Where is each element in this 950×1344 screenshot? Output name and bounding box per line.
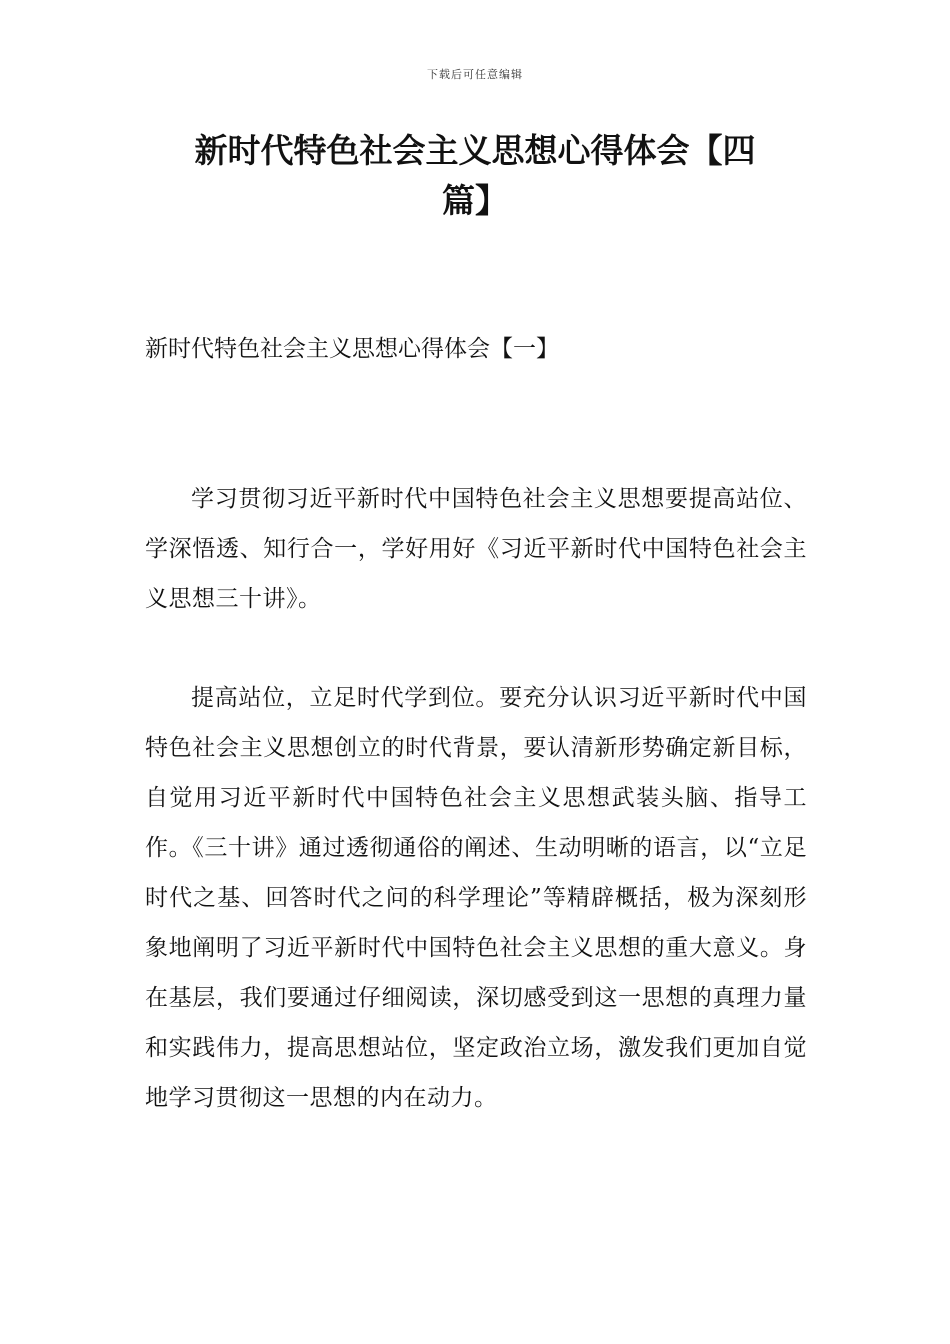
section-heading: 新时代特色社会主义思想心得体会【一】 xyxy=(145,336,559,362)
document-title: 新时代特色社会主义思想心得体会【四篇】 xyxy=(194,131,756,220)
paragraph-1: 学习贯彻习近平新时代中国特色社会主义思想要提高站位、学深悟透、知行合一，学好用好《习近平新时代中国特色社会主义思想三十讲》。 xyxy=(145,486,807,612)
paragraph-2: 提高站位，立足时代学到位。要充分认识习近平新时代中国特色社会主义思想创立的时代背景，要认清新形势确定新目标，自觉用习近平新时代中国特色社会主义思想武装头脑、指导工作。《三十讲》通过透彻通俗的阐述、生动明晰的语言，以“立足时代之基、回答时代之问的科学理论”等精辟概括，极为深刻形象地阐明了习近平新时代中国特色社会主义思想的重大意义。身在基层，我们要通过仔细阅读，深切感受到这一思想的真理力量和实践伟力，提高思想站位，坚定政治立场，激发我们更加自觉地学习贯彻这一思想的内在动力。 xyxy=(145,685,807,1111)
header-note: 下载后可任意编辑 xyxy=(427,68,523,81)
